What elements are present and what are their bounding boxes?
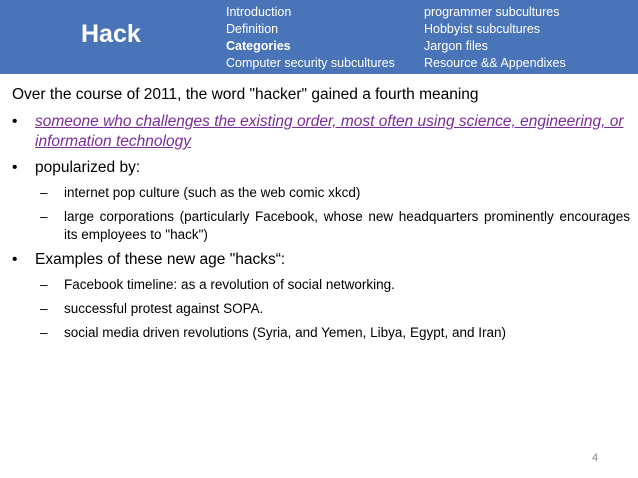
- sub-bullet-sopa-protest: [12, 300, 630, 318]
- sub-bullet-text: social media driven revolutions (Syria, and Yemen, Libya, Egypt, and Iran): [64, 325, 506, 340]
- bullet-fourth-meaning[interactable]: [12, 112, 630, 152]
- dash-icon: –: [40, 277, 48, 292]
- nav-item-categories[interactable]: Categories: [226, 39, 291, 53]
- dash-icon: –: [40, 209, 48, 224]
- bullet-text: Examples of these new age "hacks“:: [35, 251, 286, 268]
- dash-icon: –: [40, 325, 48, 340]
- nav-item-definition[interactable]: Definition: [226, 22, 279, 36]
- bullet-text[interactable]: someone who challenges the existing order, most often using science, engineering, or information technology: [35, 113, 624, 150]
- nav-column-1: [226, 4, 395, 72]
- nav-item-introduction[interactable]: Introduction: [226, 5, 292, 19]
- page-number: 4: [592, 452, 599, 464]
- bullet-examples: [12, 250, 630, 270]
- nav-column-2: [424, 4, 566, 72]
- nav-item-programmer-subcultures[interactable]: programmer subcultures: [424, 5, 560, 19]
- sub-bullet-internet-pop-culture: [12, 184, 630, 202]
- sub-bullet-text: large corporations (particularly Facebook, whose new headquarters prominently encourages its employees to "hack"): [64, 209, 630, 242]
- intro-text: Over the course of 2011, the word "hacker" gained a fourth meaning: [12, 86, 479, 103]
- sub-bullet-text: successful protest against SOPA.: [64, 301, 264, 316]
- nav-item-computer-security-subcultures[interactable]: Computer security subcultures: [226, 56, 395, 70]
- nav-item-resource-appendixes[interactable]: Resource && Appendixes: [424, 56, 566, 70]
- slide-header: [0, 0, 638, 74]
- dash-icon: –: [40, 185, 48, 200]
- sub-bullet-text: internet pop culture (such as the web comic xkcd): [64, 185, 361, 200]
- bullet-icon: •: [12, 113, 18, 130]
- sub-bullet-large-corporations: [12, 208, 630, 244]
- bullet-popularized-by: [12, 158, 630, 178]
- sub-bullet-text: Facebook timeline: as a revolution of social networking.: [64, 277, 395, 292]
- nav-item-jargon-files[interactable]: Jargon files: [424, 39, 488, 53]
- bullet-text: popularized by:: [35, 159, 141, 176]
- bullet-icon: •: [12, 159, 18, 176]
- slide-title: Hack: [81, 20, 141, 48]
- dash-icon: –: [40, 301, 48, 316]
- nav-item-hobbyist-subcultures[interactable]: Hobbyist subcultures: [424, 22, 541, 36]
- sub-bullet-facebook-timeline: [12, 276, 630, 294]
- bullet-icon: •: [12, 251, 18, 268]
- sub-bullet-social-media-revolutions: [12, 324, 630, 342]
- slide-body: [12, 84, 630, 342]
